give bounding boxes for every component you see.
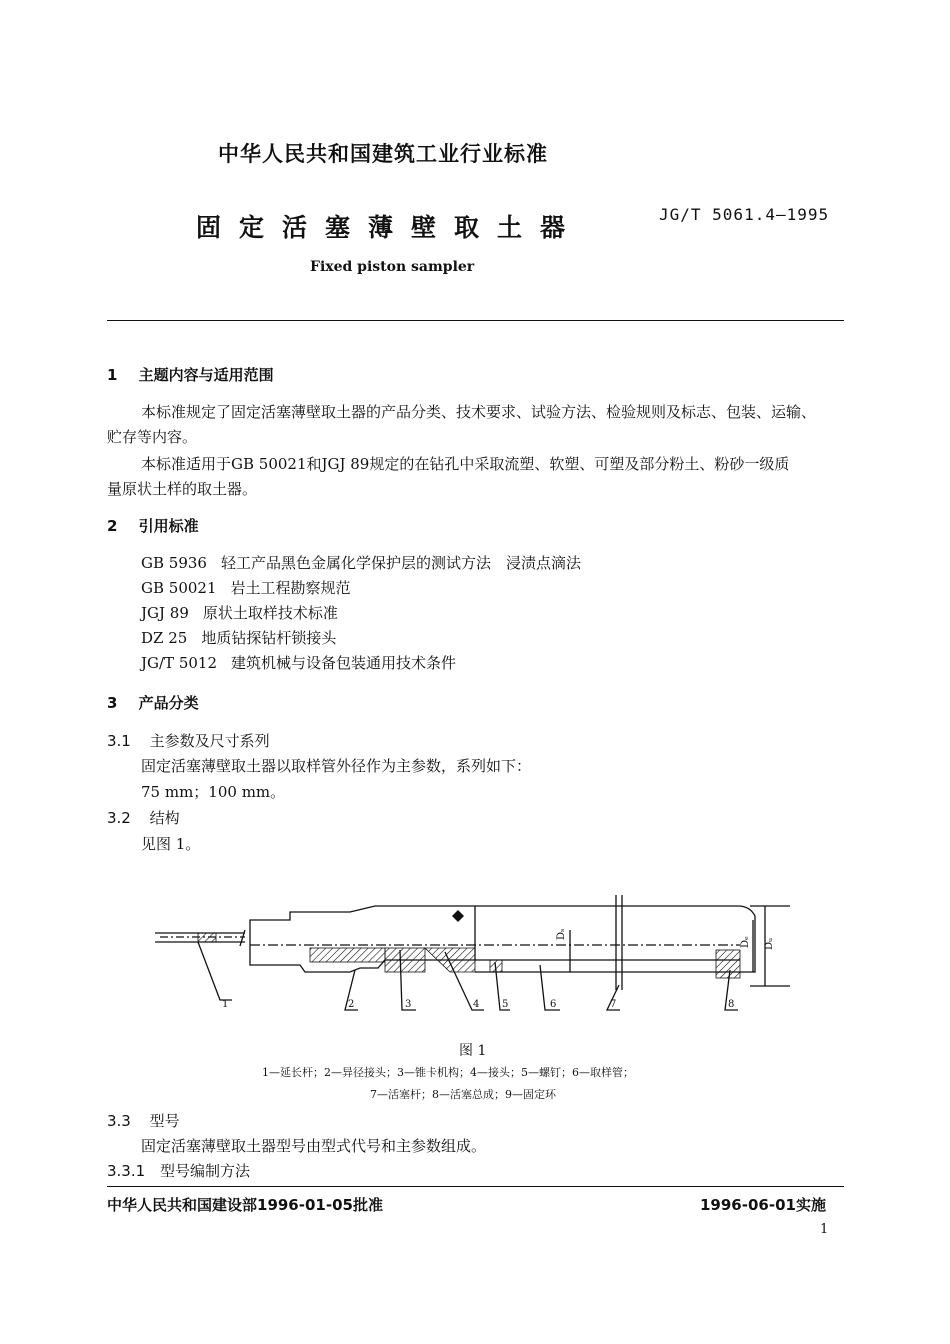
document-title: 固定活塞薄壁取土器 (196, 213, 584, 242)
subsection-3-2-heading (107, 807, 180, 828)
callout-2: 2 (348, 999, 355, 1010)
subsection-number: 3.1 (107, 732, 131, 750)
reference-item (141, 652, 456, 673)
reference-code: GB 5936 (141, 554, 207, 572)
approval-note: 中华人民共和国建设部1996-01-05批准 (107, 1196, 383, 1214)
section-number: 2 (107, 517, 118, 535)
english-title: Fixed piston sampler (310, 259, 475, 275)
reference-code: JGJ 89 (141, 604, 189, 622)
subsection-3-3-1-heading (107, 1160, 250, 1181)
subsection-number: 3.3.1 (107, 1162, 146, 1180)
reference-name: 岩土工程勘察规范 (230, 579, 351, 597)
callout-1: 1 (222, 999, 229, 1010)
callout-3: 3 (405, 999, 412, 1010)
footer-rule (107, 1186, 844, 1187)
model-text: 固定活塞薄壁取土器型号由型式代号和主参数组成。 (141, 1137, 487, 1155)
subsection-number: 3.2 (107, 809, 131, 827)
subsection-number: 3.3 (107, 1112, 131, 1130)
section-title: 产品分类 (138, 694, 199, 712)
section-title: 主题内容与适用范围 (138, 366, 274, 384)
callout-5: 5 (502, 999, 509, 1010)
reference-code: GB 50021 (141, 579, 217, 597)
reference-name: 原状土取样技术标准 (202, 604, 338, 622)
reference-item (141, 627, 336, 648)
reference-name: 轻工产品黑色金属化学保护层的测试方法 浸渍点滴法 (220, 554, 581, 572)
page-number: 1 (820, 1222, 829, 1237)
see-figure-text: 见图 1。 (141, 835, 201, 853)
dim-dw: Dᵤ (764, 937, 775, 950)
paragraph-scope-line1: 本标准规定了固定活塞薄壁取土器的产品分类、技术要求、试验方法、检验规则及标志、包装、运输、 (141, 403, 817, 421)
subsection-title: 结构 (149, 809, 180, 827)
section-number: 1 (107, 366, 118, 384)
paragraph-application-line1: 本标准适用于GB 50021和JGJ 89规定的在钻孔中采取流塑、软塑、可塑及部分粉土、粉砂一级质 (141, 455, 790, 473)
callout-7: 7 (610, 999, 617, 1010)
callout-4: 4 (473, 999, 480, 1010)
main-parameter-text: 固定活塞薄壁取土器以取样管外径作为主参数，系列如下： (141, 757, 532, 775)
subsection-title: 型号 (149, 1112, 180, 1130)
paragraph-scope-line2: 贮存等内容。 (107, 428, 198, 446)
sampler-drawing (150, 890, 800, 1020)
callout-6: 6 (550, 999, 557, 1010)
size-series-text: 75 mm；100 mm。 (141, 783, 286, 801)
figure-legend-line1: 1—延长杆；2—异径接头；3—锥卡机构；4—接头；5—螺钉；6—取样管； (262, 1066, 634, 1079)
reference-item (141, 552, 581, 573)
figure-caption: 图 1 (459, 1043, 487, 1059)
header-rule (107, 320, 844, 321)
dim-de: Dₑ (740, 936, 751, 948)
issuer-heading: 中华人民共和国建筑工业行业标准 (218, 142, 548, 166)
dim-ds: Dₛ (556, 928, 567, 940)
subsection-title: 型号编制方法 (159, 1162, 250, 1180)
reference-name: 建筑机械与设备包装通用技术条件 (231, 654, 457, 672)
section-2-heading (107, 515, 199, 536)
subsection-3-3-heading (107, 1110, 180, 1131)
paragraph-application-line2: 量原状土样的取土器。 (107, 480, 258, 498)
reference-code: DZ 25 (141, 629, 188, 647)
section-number: 3 (107, 694, 118, 712)
effective-date: 1996-06-01实施 (700, 1196, 826, 1214)
section-1-heading (107, 364, 274, 385)
callout-8: 8 (728, 999, 735, 1010)
standard-number: JG/T 5061.4—1995 (659, 205, 830, 224)
subsection-title: 主参数及尺寸系列 (149, 732, 270, 750)
subsection-3-1-heading (107, 730, 270, 751)
reference-code: JG/T 5012 (141, 654, 217, 672)
reference-name: 地质钻探钻杆锁接头 (201, 629, 337, 647)
figure-legend-line2: 7—活塞杆；8—活塞总成；9—固定环 (370, 1088, 556, 1101)
reference-item (141, 602, 338, 623)
section-3-heading (107, 692, 199, 713)
section-title: 引用标准 (138, 517, 199, 535)
reference-item (141, 577, 351, 598)
